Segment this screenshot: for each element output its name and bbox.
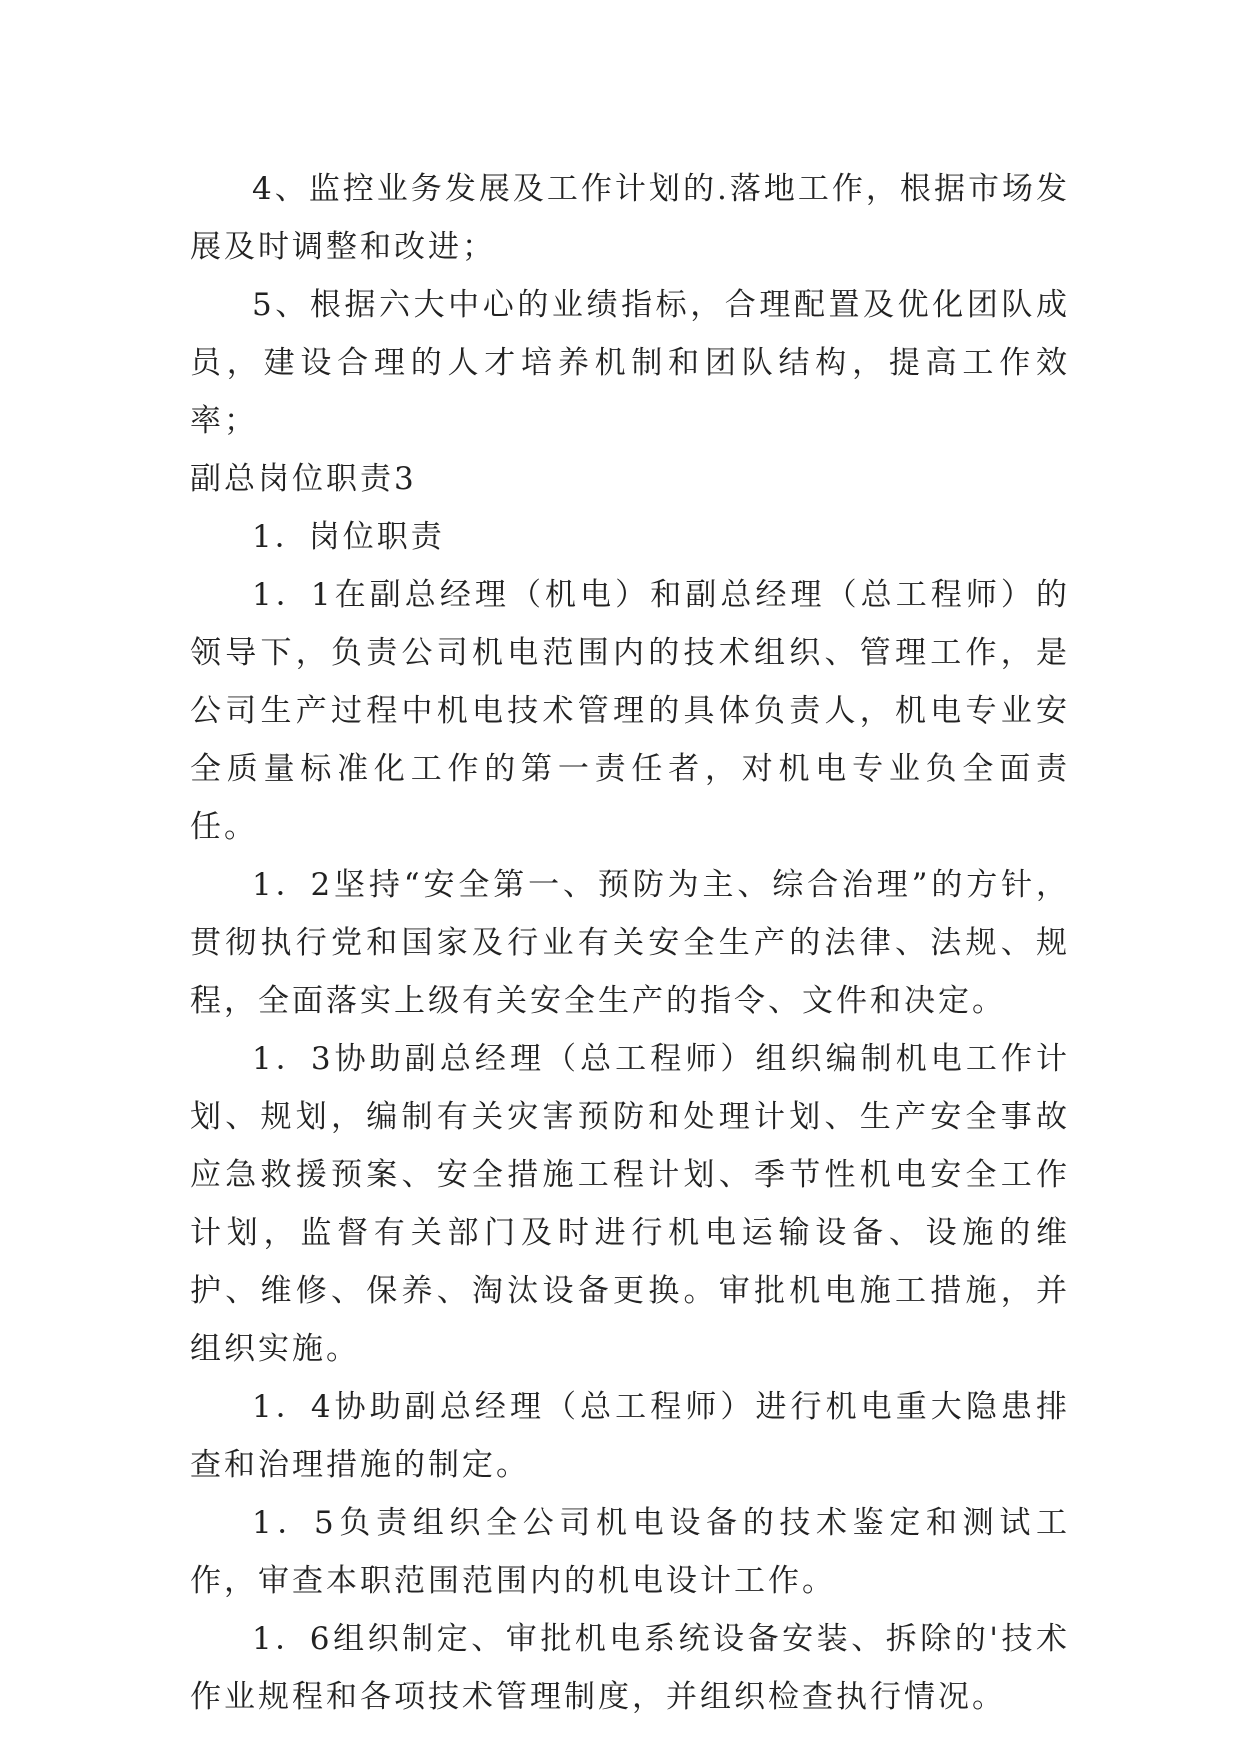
- paragraph-clause-1-4: 1．4协助副总经理（总工程师）进行机电重大隐患排查和治理措施的制定。: [190, 1389, 1070, 1483]
- document-body: [190, 160, 1070, 1726]
- paragraph-clause-1-1: 1．1在副总经理（机电）和副总经理（总工程师）的领导下，负责公司机电范围内的技术组织、管理工作，是公司生产过程中机电技术管理的具体负责人，机电专业安全质量标准化工作的第一责任者，对机电专业负全面责任。: [190, 577, 1070, 845]
- subsection-heading: 1．岗位职责: [252, 519, 445, 555]
- paragraph-clause-1-2: 1．2坚持“安全第一、预防为主、综合治理”的方针，贯彻执行党和国家及行业有关安全生产的法律、法规、规程，全面落实上级有关安全生产的指令、文件和决定。: [190, 867, 1070, 1019]
- paragraph-clause-1-6: 1．6组织制定、审批机电系统设备安装、拆除的'技术作业规程和各项技术管理制度，并组织检查执行情况。: [190, 1621, 1070, 1715]
- paragraph-item-4: 4、监控业务发展及工作计划的.落地工作，根据市场发展及时调整和改进；: [190, 171, 1070, 265]
- section-heading: 副总岗位职责3: [190, 461, 417, 497]
- paragraph-item-5: 5、根据六大中心的业绩指标，合理配置及优化团队成员，建设合理的人才培养机制和团队结构，提高工作效率；: [190, 287, 1070, 439]
- paragraph-clause-1-5: 1．5负责组织全公司机电设备的技术鉴定和测试工作，审查本职范围范围内的机电设计工作。: [190, 1505, 1070, 1599]
- paragraph-clause-1-3: 1．3协助副总经理（总工程师）组织编制机电工作计划、规划，编制有关灾害预防和处理计划、生产安全事故应急救援预案、安全措施工程计划、季节性机电安全工作计划，监督有关部门及时进行机电运输设备、设施的维护、维修、保养、淘汰设备更换。审批机电施工措施，并组织实施。: [190, 1041, 1070, 1367]
